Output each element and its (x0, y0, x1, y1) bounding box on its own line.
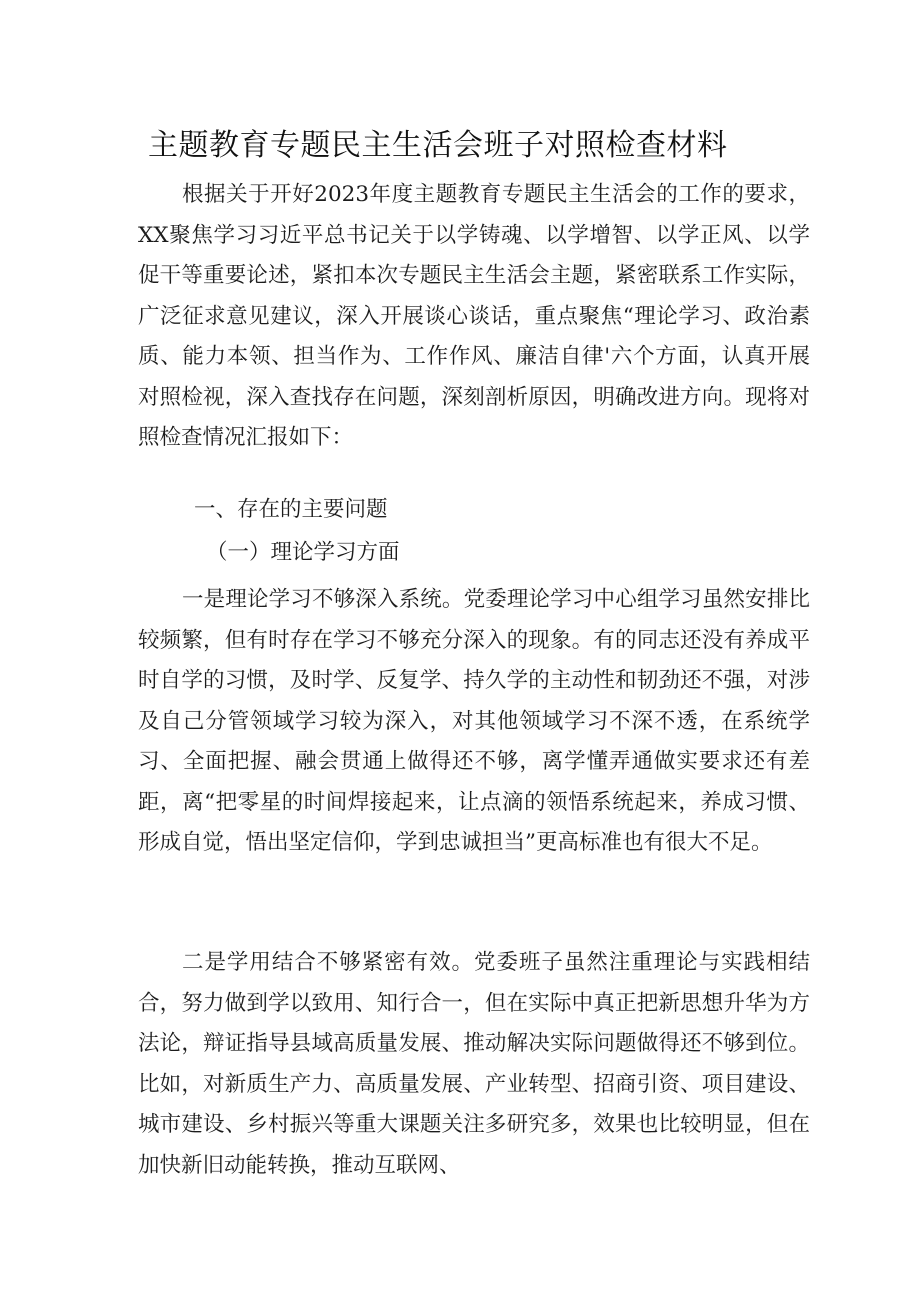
paragraph-2-block (138, 943, 810, 1186)
subsection-heading-block (138, 533, 810, 574)
subsection-heading: （一）理论学习方面 (206, 540, 400, 565)
paragraph-2: 二是学用结合不够紧密有效。党委班子虽然注重理论与实践相结合，努力做到学以致用、知行合一，但在实际中真正把新思想升华为方法论，辩证指导县域高质量发展、推动解决实际问题做得还不够到位。比如，对新质生产力、高质量发展、产业转型、招商引资、项目建设、城市建设、乡村振兴等重大课题关注多研究多，效果也比较明显，但在加快新旧动能转换，推动互联网、 (138, 950, 810, 1178)
paragraph-1: 一是理论学习不够深入系统。党委理论学习中心组学习虽然安排比较频繁，但有时存在学习不够充分深入的现象。有的同志还没有养成平时自学的习惯，及时学、反复学、持久学的主动性和韧劲还不强，对涉及自己分管领域学习较为深入，对其他领域学习不深不透，在系统学习、全面把握、融会贯通上做得还不够，离学懂弄通做实要求还有差距，离“把零星的时间焊接起来，让点滴的领悟系统起来，养成习惯、形成自觉，悟出坚定信仰，学到忠诚担当”更高标准也有很大不足。 (138, 587, 810, 855)
intro-paragraph: 根据关于开好2023年度主题教育专题民主生活会的工作的要求，XX聚焦学习习近平总书记关于以学铸魂、以学增智、以学正风、以学促干等重要论述，紧扣本次专题民主生活会主题，紧密联系工作实际，广泛征求意见建议，深入开展谈心谈话，重点聚焦“理论学习、政治素质、能力本领、担当作为、工作作风、廉洁自律'六个方面，认真开展对照检视，深入查找存在问题，深刻剖析原因，明确改进方向。现将对照检查情况汇报如下： (138, 182, 810, 450)
section-heading-block (138, 490, 810, 531)
document-title: 主题教育专题民主生活会班子对照检查材料 (148, 128, 728, 163)
paragraph-1-block (138, 580, 810, 864)
intro-paragraph-block (138, 175, 810, 459)
section-heading: 一、存在的主要问题 (194, 497, 388, 522)
